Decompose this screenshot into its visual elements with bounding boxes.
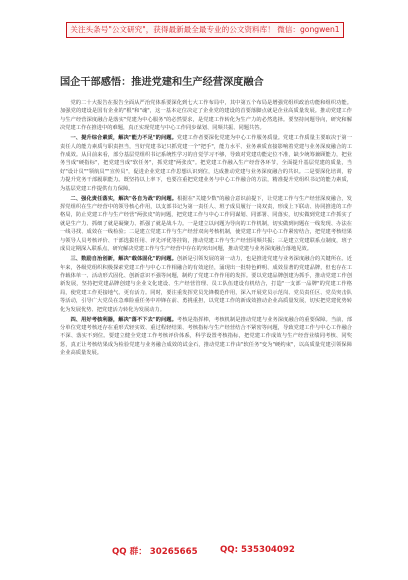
- paragraph-lead: 一、提升综合素质，解决"能力不足"的问题。: [70, 135, 177, 142]
- paragraph-text: 考核是指挥棒，考核机制是推动党建与业务深度融合的重要保障。当前，部分单位党建考核还存在重形式轻实效、重过程轻结果、考核指标与生产经营结合不紧密等问题，导致党建工作与中心工作融合不深、落实不到位。要建立健全党建工作考核评价体系，科学设置考核指标，把党建工作成效与生产经营业绩同考核、同奖惩，真正让考核结果成为检验党建与业务融合成效的试金石，推动党建工作由"软任务"变为"硬约束"，以高质量党建引领保障企业高质量发展。: [60, 316, 352, 357]
- promo-banner: 关注头条号"公文研究"，获得最新最全最专业的公文资料库！ 微信：gongwen1: [66, 22, 344, 38]
- paragraph-section-1: [60, 134, 352, 193]
- paragraph-section-3: [60, 255, 352, 314]
- paragraph-text: 根据在"关键少数"的融合意识前提下，让党建工作与生产经营深度融合，发挥党组织在生产经营中的领导核心作用，以支部书记为第一责任人、班子成员履行一岗双责，形成上下联动、协同推进的工作格局，防止党建工作与生产经营"两张皮"的问题，把党建工作与中心工作同谋划、同部署、同落实，切实做到党建工作抓实了就是生产力、抓细了就是凝聚力、抓强了就是战斗力。一是建立以问题为导向的工作机制，切实做到问题在一线发现、办法在一线寻找、成效在一线检验；二是建立党建工作与生产经营双向考核机制，使党建工作与中心工作紧密结合，把党建考核结果与领导人员考核评价、干部选拔任用、评先评优等挂钩，推动党建工作与生产经营同频共振；三是建立党建联系点制度，班子成员定期深入联系点，研究解决党建工作与生产经营中存在的突出问题，推动党建与业务深度融合落地见效。: [60, 195, 352, 253]
- paragraph-section-4: [60, 316, 352, 358]
- qq-group-text: QQ 群： 30265665: [112, 547, 198, 557]
- paragraph-text: 创新是引领发展的第一动力，也是推进党建与业务深度融合的关键所在。近年来，各级党组织积极探索党建工作与中心工作相融合的有效途径，涌现出一批特色鲜明、成效显著的党建品牌，但也存在工作载体单一、活动形式固化、创新意识不强等问题，制约了党建工作作用的发挥。要以党建品牌创建为抓手，推动党建工作创新发展，坚持把党建品牌创建与企业文化建设、生产经营管理、员工队伍建设有机结合，打造"一支部一品牌"的党建工作格局，使党建工作更接地气、更有活力。同时，要注重发挥党员先锋模范作用，深入开展党员示范岗、党员责任区、党员突击队等活动，引导广大党员在急难险重任务中冲锋在前、勇挑重担，以党建工作的新成效推动企业高质量发展，切实把党建优势转化为发展优势、把党建活力转化为发展动力。: [60, 256, 352, 313]
- paragraph-lead: 四、用好考核利器，解决"落不下去"的问题。: [70, 316, 177, 323]
- paragraph-lead: 三、数励自治创新，解决"载体固化"的问题。: [70, 256, 177, 263]
- paragraph-lead: 二、强化责任落实，解决"各自为战"的问题。: [70, 195, 178, 202]
- paragraph-section-2: [60, 195, 352, 254]
- paragraph-text: 党的二十大报告在报告全面从严治党体系要深化到七大工作布局中，其中第五个布局是增强党组织政治功能和组织功能。加强党的建设是国有企业的"根"和"魂"，这一基本定位决定了企业党的建设的首要落脚点就是企业高质量发展。推动党建工作与生产经营深度融合是落实"党建为中心服务"的必然要求，是党建工作转化为生产力的必然选择。要坚持问题导向，研究和解决党建工作在推进中的难题，真正实现党建与中心工作同步谋划、同频共振、同题共答。: [60, 100, 352, 132]
- paragraph-text: 党建工作者要深化党建为中心工作服务质量。党建工作质量主要取决于第一责任人的能力素质与职责担当，当好党建书记只抓党建一个"把手"，能力水平、业务素质直接影响着党建与业务深度融合的工作成效。从目前来看，部分基层党组织书记系统性学习的自觉学习不够，导致对党建功能定位不准，缺少统筹兼顾能力，把业务当成"硬指标"，把党建当成"软任务"，抓党建"两张皮"。把党建工作融入生产经营各环节，全面提升基层党建的质量，当好"设计员""领航员""宣传员"，促进企业党建工作思想认识到位，达成推动党建与业务深度融合的共识。二是要深化培训，着力提升党务干部履职能力。既坚持以上率下，也要注重把党建业务与中心工作融合的方法，精准提升党组织书记的能力素质，为基层党建工作提供有力保障。: [60, 135, 352, 192]
- qq-number-text: QQ: 535304092: [220, 545, 295, 555]
- document-title: 国企干部感悟：推进党建和生产经营深度融合: [60, 77, 264, 88]
- contact-footer: [0, 545, 408, 559]
- paragraph-intro: [60, 99, 352, 133]
- document-body: [60, 99, 352, 359]
